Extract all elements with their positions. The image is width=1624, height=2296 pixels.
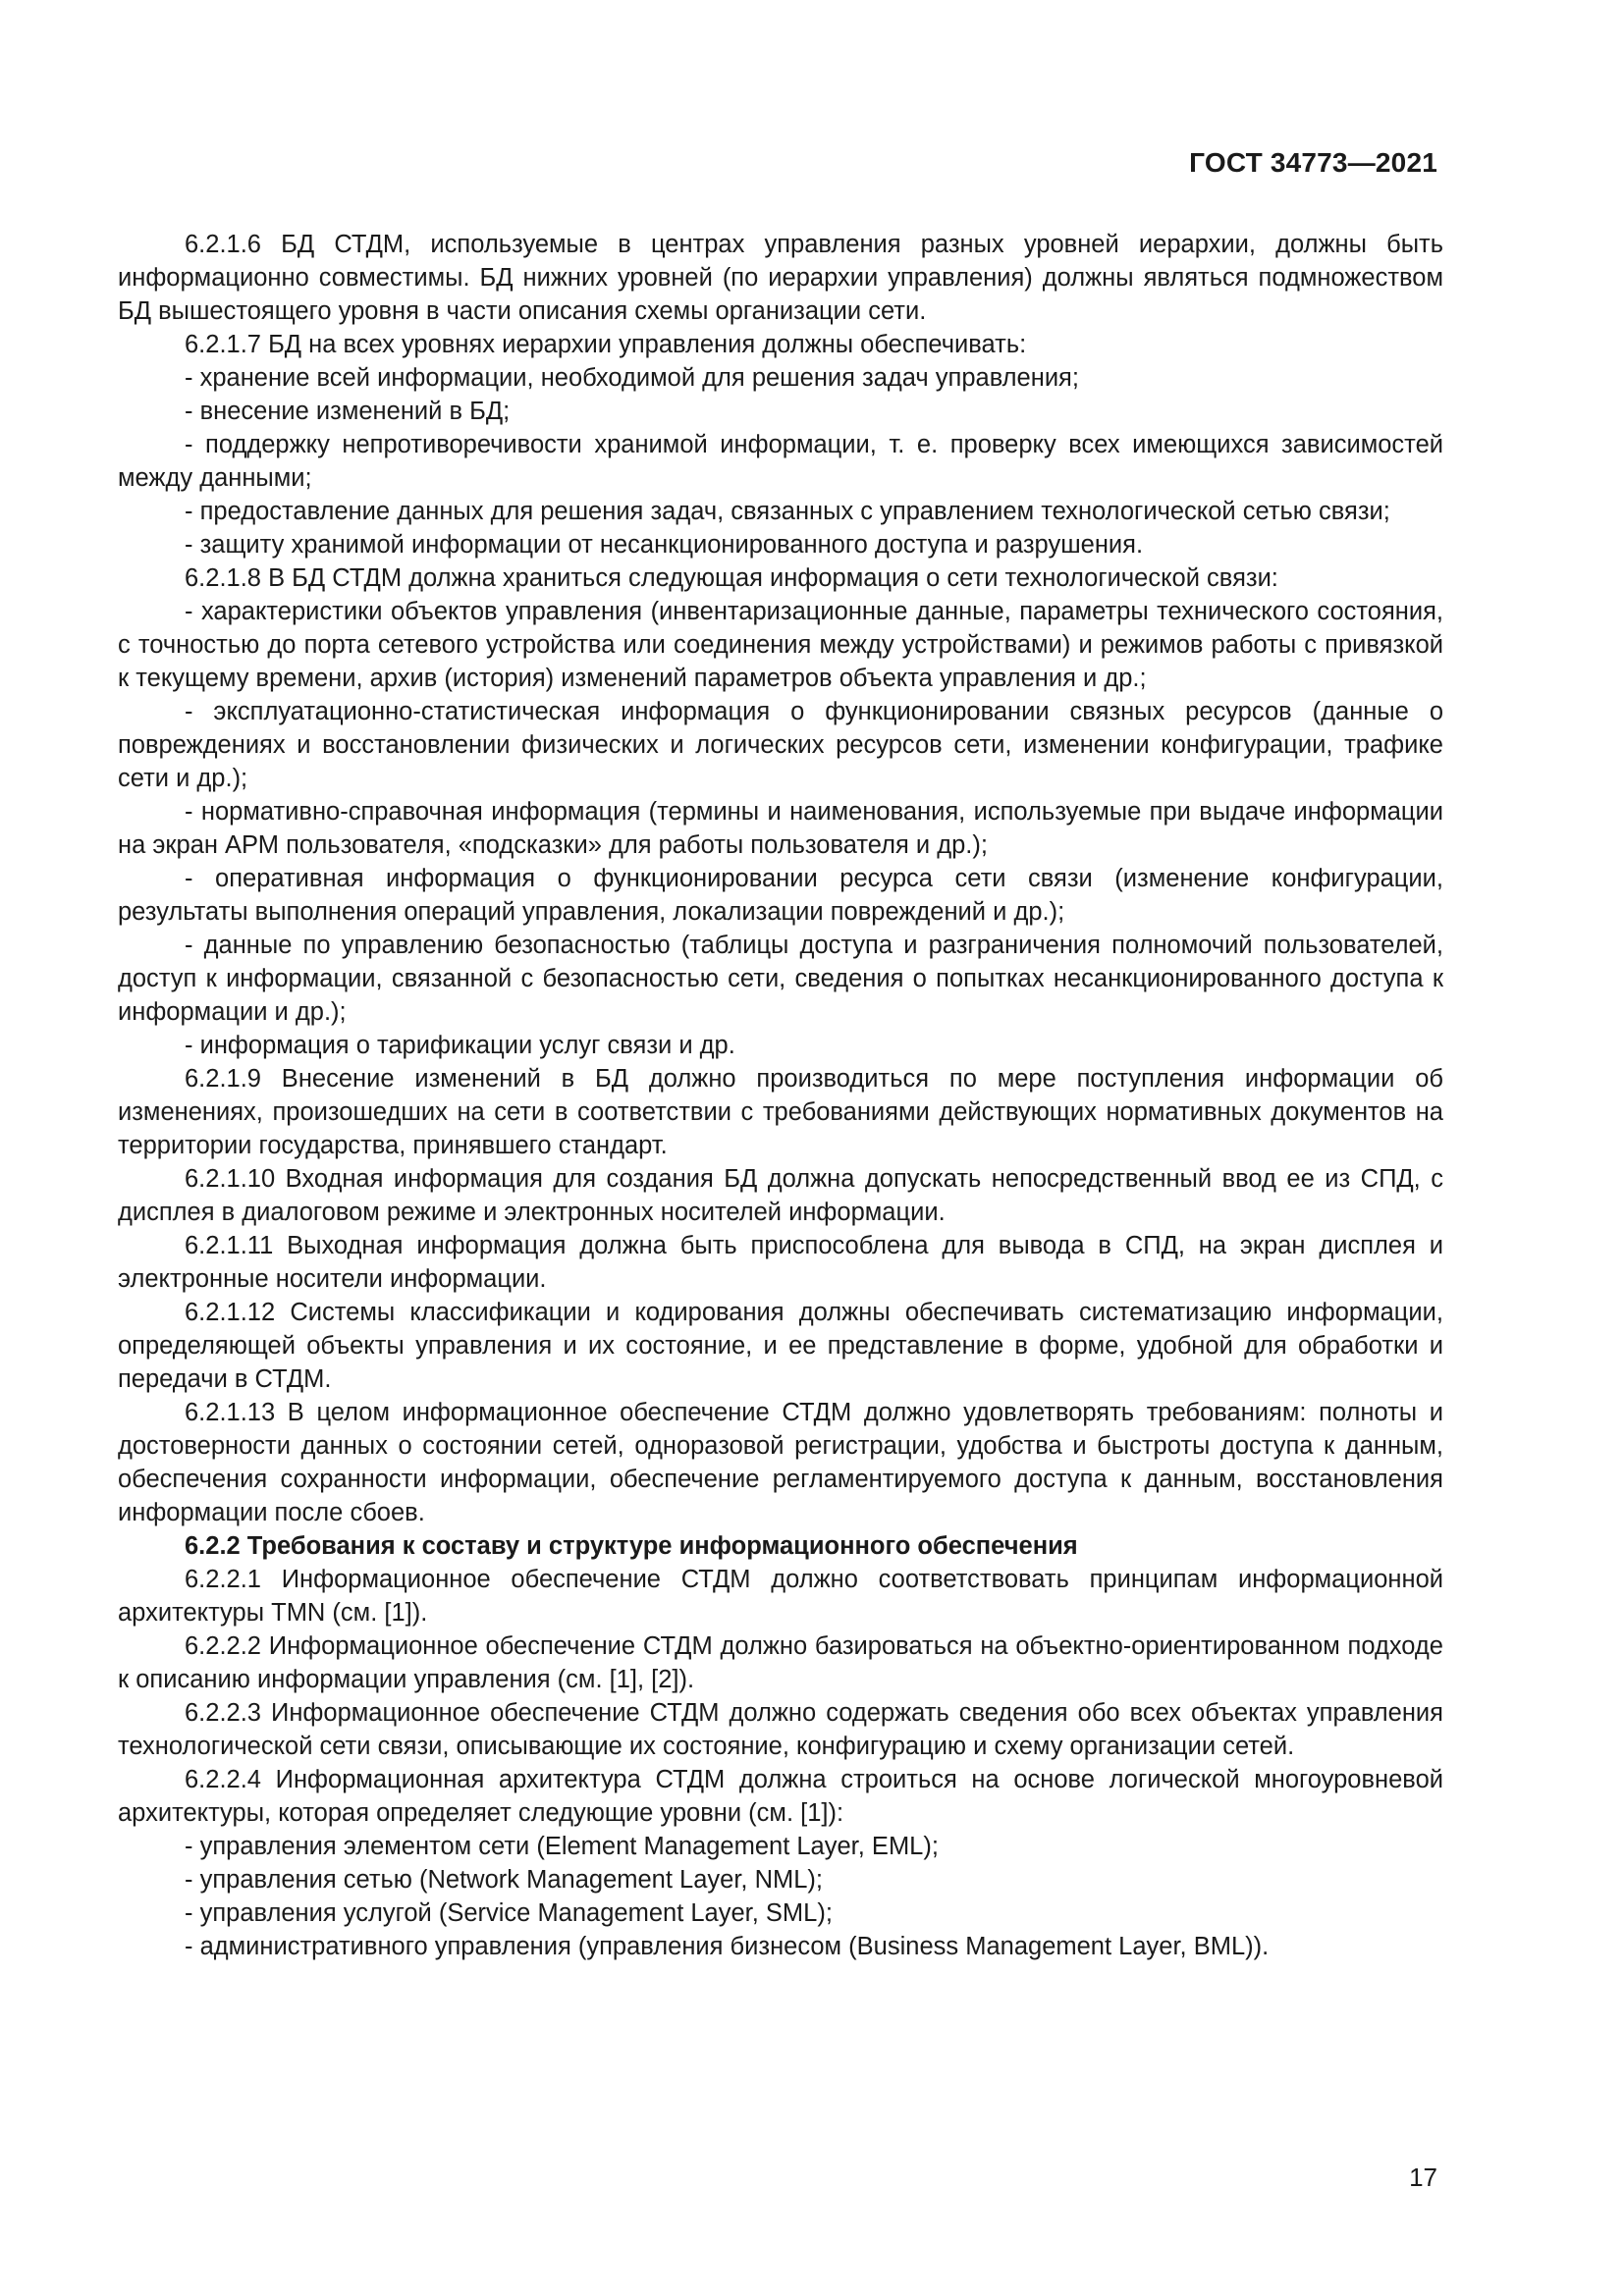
list-item: - эксплуатационно-статистическая информация о функционировании связных ресурсов (данные о повреждениях и восстановлении физических и логических ресурсов сети, изменении конфигурации, трафике сети и др.); bbox=[118, 698, 1443, 792]
document-body bbox=[118, 228, 1443, 1963]
list-item: - информация о тарификации услуг связи и др. bbox=[185, 1032, 735, 1059]
list-item: - хранение всей информации, необходимой для решения задач управления; bbox=[185, 364, 1079, 392]
standard-header: ГОСТ 34773—2021 bbox=[1189, 147, 1437, 178]
list-item: - нормативно-справочная информация (термины и наименования, используемые при выдаче информации на экран АРМ пользователя, «подсказки» для работы пользователя и др.); bbox=[118, 798, 1443, 859]
list-item: - управления элементом сети (Element Management Layer, EML); bbox=[185, 1833, 939, 1860]
list-item: - оперативная информация о функционировании ресурса сети связи (изменение конфигурации, результаты выполнения операций управления, локализации повреждений и др.); bbox=[118, 865, 1443, 926]
list-item: - административного управления (управления бизнесом (Business Management Layer, BML)). bbox=[185, 1933, 1270, 1960]
section-heading: 6.2.2 Требования к составу и структуре информационного обеспечения bbox=[185, 1532, 1078, 1560]
paragraph: 6.2.2.4 Информационная архитектура СТДМ должна строиться на основе логической многоуровневой архитектуры, которая определяет следующие уровни (см. [1]): bbox=[118, 1766, 1443, 1827]
page-number: 17 bbox=[1409, 2163, 1437, 2192]
paragraph: 6.2.1.7 БД на всех уровнях иерархии управления должны обеспечивать: bbox=[185, 331, 1027, 358]
paragraph: 6.2.1.6 БД СТДМ, используемые в центрах управления разных уровней иерархии, должны быть информационно совместимы. БД нижних уровней (по иерархии управления) должны являться подмножеством БД вышестоящего уровня в части описания схемы организации сети. bbox=[118, 231, 1443, 325]
list-item: - характеристики объектов управления (инвентаризационные данные, параметры технического состояния, с точностью до порта сетевого устройства или соединения между устройствами) и режимов работы с привязкой к текущему времени, архив (история) изменений параметров объекта управления и др.; bbox=[118, 598, 1443, 692]
paragraph: 6.2.2.3 Информационное обеспечение СТДМ должно содержать сведения обо всех объектах управления технологической сети связи, описывающие их состояние, конфигурацию и схему организации сетей. bbox=[118, 1699, 1443, 1760]
paragraph: 6.2.1.10 Входная информация для создания БД должна допускать непосредственный ввод ее из СПД, с дисплея в диалоговом режиме и электронных носителей информации. bbox=[118, 1165, 1443, 1226]
paragraph: 6.2.1.9 Внесение изменений в БД должно производиться по мере поступления информации об изменениях, произошедших на сети в соответствии с требованиями действующих нормативных документов на территории государства, принявшего стандарт. bbox=[118, 1065, 1443, 1159]
paragraph: 6.2.1.8 В БД СТДМ должна храниться следующая информация о сети технологической связи: bbox=[185, 564, 1278, 592]
list-item: - данные по управлению безопасностью (таблицы доступа и разграничения полномочий пользователей, доступ к информации, связанной с безопасностью сети, сведения о попытках несанкционированного доступа к информации и др.); bbox=[118, 932, 1443, 1026]
paragraph: 6.2.2.2 Информационное обеспечение СТДМ должно базироваться на объектно-ориентированном подходе к описанию информации управления (см. [1], [2]). bbox=[118, 1632, 1443, 1693]
list-item: - управления сетью (Network Management Layer, NML); bbox=[185, 1866, 823, 1894]
paragraph: 6.2.1.13 В целом информационное обеспечение СТДМ должно удовлетворять требованиям: полноты и достоверности данных о состоянии сетей, одноразовой регистрации, удобства и быстроты доступа к данным, обеспечения сохранности информации, обеспечение регламентируемого доступа к данным, восстановления информации после сбоев. bbox=[118, 1399, 1443, 1526]
paragraph: 6.2.2.1 Информационное обеспечение СТДМ должно соответствовать принципам информационной архитектуры TMN (см. [1]). bbox=[118, 1566, 1443, 1627]
list-item: - предоставление данных для решения задач, связанных с управлением технологической сетью связи; bbox=[185, 498, 1390, 525]
list-item: - управления услугой (Service Management Layer, SML); bbox=[185, 1899, 833, 1927]
list-item: - защиту хранимой информации от несанкционированного доступа и разрушения. bbox=[185, 531, 1144, 559]
paragraph: 6.2.1.11 Выходная информация должна быть приспособлена для вывода в СПД, на экран дисплея и электронные носители информации. bbox=[118, 1232, 1443, 1293]
paragraph: 6.2.1.12 Системы классификации и кодирования должны обеспечивать систематизацию информации, определяющей объекты управления и их состояние, и ее представление в форме, удобной для обработки и передачи в СТДМ. bbox=[118, 1299, 1443, 1393]
list-item: - поддержку непротиворечивости хранимой информации, т. е. проверку всех имеющихся зависимостей между данными; bbox=[118, 431, 1443, 492]
list-item: - внесение изменений в БД; bbox=[185, 398, 511, 425]
